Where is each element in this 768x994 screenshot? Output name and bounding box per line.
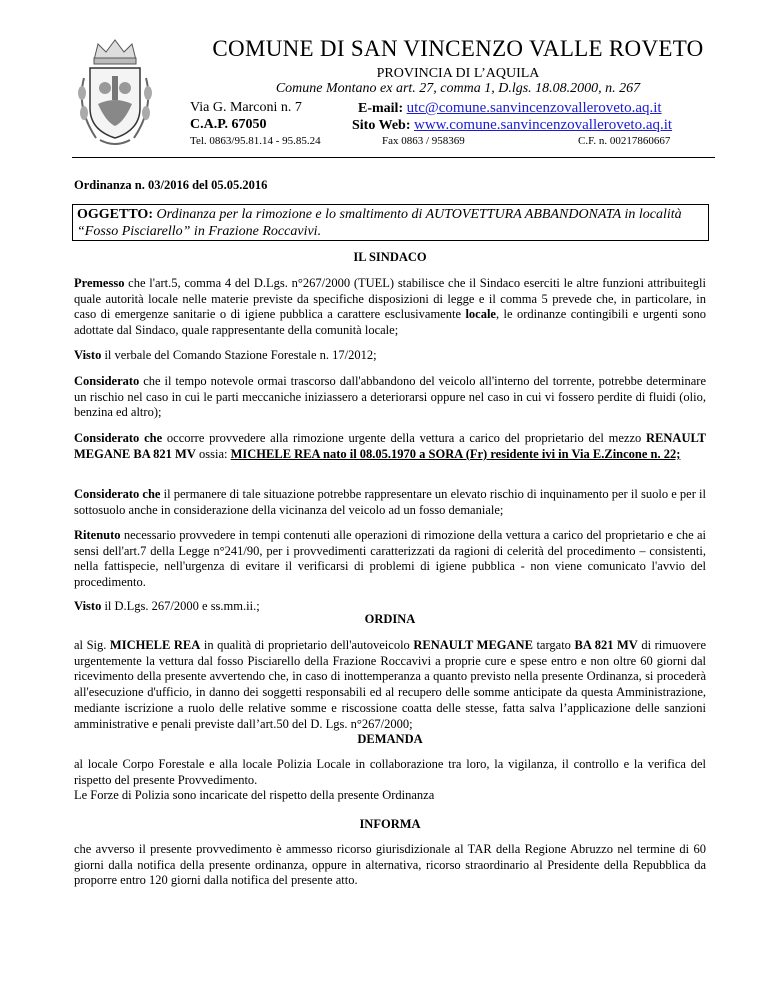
demanda-line-2: Le Forze di Polizia sono incaricate del rispetto della presente Ordinanza — [74, 788, 435, 803]
considerato3-lead: Considerato che — [74, 487, 161, 501]
header-divider — [72, 157, 715, 158]
premesso-paragraph — [74, 276, 706, 339]
address: Via G. Marconi n. 7 — [190, 100, 302, 115]
considerato2-mid: ossia: — [195, 446, 231, 461]
considerato-lead: Considerato — [74, 374, 140, 388]
informa-paragraph: che avverso il presente provvedimento è ammesso ricorso giurisdizionale al TAR della Regione Abruzzo nel termine di 60 giorni dalla notifica della presente ordinanza, oppure in alternativa, ricorso straordinario al Presidente della Repubblica da proporre entro 120 giorni dalla notifica del presente atto. — [74, 842, 706, 888]
province-line: PROVINCIA DI L’AQUILA — [376, 66, 540, 81]
telephone: Tel. 0863/95.81.14 - 95.85.24 — [190, 135, 321, 147]
ordina-car: RENAULT MEGANE — [413, 638, 533, 652]
subject-box — [72, 204, 709, 241]
fiscal-code: C.F. n. 00217860667 — [578, 135, 671, 147]
ordina-plate: BA 821 MV — [574, 638, 638, 652]
ordina-name: MICHELE REA — [109, 638, 201, 652]
email-link[interactable]: utc@comune.sanvincenzovalleroveto.aq.it — [406, 100, 662, 116]
ordinance-number: Ordinanza n. 03/2016 del 05.05.2016 — [74, 178, 268, 192]
website-link[interactable]: www.comune.sanvincenzovalleroveto.aq.it — [413, 117, 673, 133]
email-label: E-mail: — [358, 101, 404, 116]
premesso-lead: Premesso — [74, 276, 125, 290]
ordina-p2: in qualità di proprietario dell'autoveicolo — [200, 638, 414, 652]
ritenuto-text: necessario provvedere in tempi contenuti alle operazioni di rimozione della vettura a carico del proprietario e che ai sensi dell'art.7 della Legge n°241/90, per i provvedimenti caratterizzati da ragioni di celerità del procedimento – consistenti, nella fattispecie, nell'urgenza di evitare il verificarsi di problemi di igiene pubblica - non viene comunicato l'avvio del procedimento. — [74, 528, 706, 590]
visto-paragraph-1 — [74, 348, 706, 364]
premesso-bold: locale — [465, 307, 496, 322]
ordina-paragraph — [74, 638, 706, 732]
considerato-paragraph-3 — [74, 487, 706, 518]
fax: Fax 0863 / 958369 — [382, 135, 465, 147]
municipality-title: COMUNE DI SAN VINCENZO VALLE ROVETO — [212, 36, 704, 61]
considerato-text: che il tempo notevole ormai trascorso dall'abbandono del veicolo all'interno del torrente, potrebbe determinare un rischio nel caso in cui le parti meccaniche iniziassero a deteriorarsi oppure nel caso in cui vi fossero perdite di fluidi (olio, benzina ed altro); — [74, 374, 706, 420]
visto-text: il verbale del Comando Stazione Forestale n. 17/2012; — [101, 348, 377, 362]
informa-heading: INFORMA — [359, 817, 421, 831]
email-line — [358, 100, 662, 117]
considerato2-text: occorre provvedere alla rimozione urgente della vettura a carico del proprietario del mezzo — [162, 431, 647, 445]
demanda-paragraph — [74, 757, 706, 804]
ritenuto-lead: Ritenuto — [74, 528, 121, 542]
considerato2-lead: Considerato che — [74, 431, 163, 445]
ritenuto-paragraph — [74, 528, 706, 591]
considerato-paragraph-1 — [74, 374, 706, 421]
ordina-p4: di rimuovere urgentemente la vettura dal fosso Pisciarello della Frazione Roccavivi a proprie cure e spese entro e non oltre 60 giorni dal ricevimento della presente avvertendo che, in caso di inottemperanza a quanto previsto nella presente Ordinanza, si procederà all'esecuzione d'ufficio, in danno dei soggetti responsabili ed al recupero delle somme anticipate da questa Amministrazione, mediante iscrizione a ruolo delle relative somme e riscossione coatta delle stesse, fatta salva l’applicazione delle sanzioni amministrative e penali previste dall’art.50 del D. Lgs. n°267/2000; — [74, 638, 707, 731]
ordina-heading: ORDINA — [364, 612, 416, 626]
vehicle-name: RENAULT MEGANE BA 821 MV — [74, 431, 707, 461]
ordina-p1: al Sig. — [74, 638, 110, 652]
visto2-text: il D.Lgs. 267/2000 e ss.mm.ii.; — [101, 599, 260, 613]
premesso-tail: , le ordinanze contingibili e urgenti sono adottate dal Sindaco, quale rappresentante della comunità locale; — [74, 307, 706, 338]
postal-code: C.A.P. 67050 — [190, 117, 267, 132]
montano-line: Comune Montano ex art. 27, comma 1, D.lgs. 18.08.2000, n. 267 — [275, 81, 641, 96]
subject-label: OGGETTO: — [77, 207, 153, 222]
visto-lead: Visto — [74, 348, 102, 362]
subject-text: Ordinanza per la rimozione e lo smaltimento di AUTOVETTURA ABBANDONATA in località “Fosso Pisciarello” in Frazione Roccavivi. — [77, 207, 682, 239]
premesso-text: che l'art.5, comma 4 del D.Lgs. n°267/2000 (TUEL) stabilisce che il Sindaco eserciti le altre funzioni attribuitegli quale autorità locale nelle materie previste da specifiche disposizioni di legge e il comma 5 prevede che, in particolare, in caso di emergenze sanitarie o di igiene pubblica a carattere esclusivamente — [74, 276, 706, 322]
considerato3-text: il permanere di tale situazione potrebbe rappresentare un elevato rischio di inquinamento per il suolo e per il sottosuolo anche in considerazione della vicinanza del veicolo ad un fosso demaniale; — [74, 487, 706, 517]
website-line: Sito Web: www.comune.sanvincenzovalleroveto.aq.it — [352, 117, 673, 133]
ordina-p3: targato — [532, 638, 575, 652]
demanda-heading: DEMANDA — [357, 732, 423, 746]
visto2-lead: Visto — [74, 599, 102, 613]
sindaco-heading: IL SINDACO — [353, 250, 427, 264]
coat-of-arms-icon — [72, 38, 158, 150]
website-label: Sito Web — [352, 118, 406, 133]
owner-details: MICHELE REA nato il 08.05.1970 a SORA (Fr) residente ivi in Via E.Zincone n. 22; — [230, 446, 681, 461]
considerato-paragraph-2 — [74, 431, 706, 462]
demanda-line-1: al locale Corpo Forestale e alla locale Polizia Locale in collaborazione tra loro, la vigilanza, il controllo e la verifica del rispetto del presente Provvedimento. — [74, 757, 706, 787]
